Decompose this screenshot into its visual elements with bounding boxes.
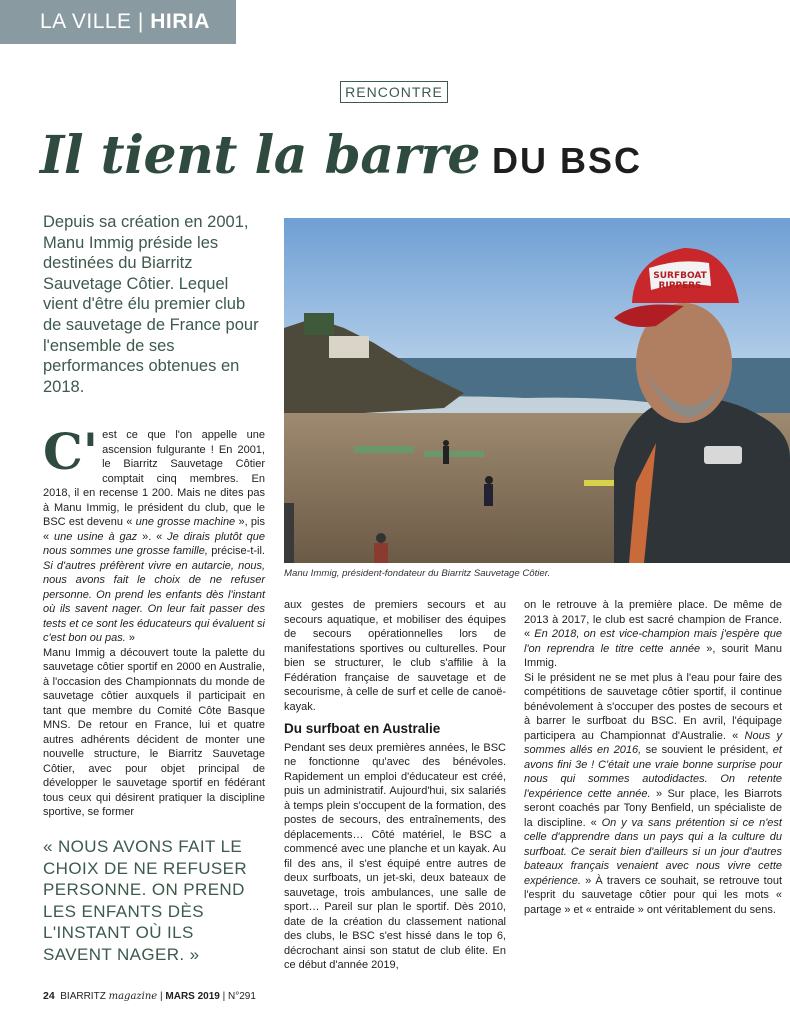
section-name: HIRIA [150,10,210,33]
photo-caption: Manu Immig, président-fondateur du Biarritz Sauvetage Côtier. [284,568,551,579]
col1-quote: une usine à gaz [54,530,138,543]
section-tab [0,0,236,44]
col2-paragraph-2: Pendant ses deux premières années, le BSC ne fonctionne qu'avec des bénévoles. Rapidement un emploi d'éducateur est créé, puis un administratif. Aujourd'hui, six salariés à temps plein s'occupent de la formation, des postes de secours, des entraînements, des déplacements… Côté matériel, le BSC a commencé avec une planche et un kayak. Au fil des ans, il s'est équipé entre autres de deux surfboats, un jet-ski, deux bateaux de sauvetage, trois ambulances, une salle de sport… Pareil sur plan le sportif. Dès 2010, date de la création du classement national des clubs, le BSC s'est hissé dans le top 6, décrochant ainsi son statut de club élite. En ce début d'année 2019, [284,741,506,971]
headline [40,125,780,195]
headline-italic: Il tient la barre [40,125,480,186]
footer-date: MARS 2019 [165,991,220,1002]
subheading: Du surfboat en Australie [284,721,441,736]
intro-text: Depuis sa création en 2001, Manu Immig préside les destinées du Biarritz Sauvetage Côtier. Lequel vient d'être élu premier club de sauvetage de France pour l'ensemble de ses performances obtenues en 2018. [43,213,259,396]
drop-cap: C' [43,422,99,481]
body-column-3 [524,598,782,917]
col1-text: ». « [137,530,168,543]
col3-text: » Sur place, les Biarrots seront coachés par Tony Benfield, un spécialiste de la discipline. « [524,787,782,829]
footer-brand: BIARRITZ [60,991,106,1002]
col1-quote: Je dirais plutôt que nous sommes une grosse famille, [43,530,265,557]
headline-caps: DU BSC [491,140,642,181]
footer-number: N°291 [228,991,256,1002]
main-photo [284,218,790,563]
body-column-2 [284,598,506,973]
page-footer [43,990,543,1002]
col3-text: Si le président ne se met plus à l'eau pour faire des compétitions de sauvetage côtier sportif, il continue bénévolement à s'occuper des postes de secours et à barrer le surfboat du BSC. En avril, l'équipage participera au Championnat d'Australie. « [524,671,782,742]
col1-text: », pis « [43,516,265,543]
photo-illustration [284,218,790,563]
rubric-label: RENCONTRE [340,81,448,103]
col3-quote: En 2018, on est vice-champion mais j'espère que l'on reprendra le titre cette année [524,628,782,655]
section-city: LA VILLE [40,10,132,33]
col1-paragraph-1 [43,422,265,646]
pull-quote: « NOUS AVONS FAIT LE CHOIX DE NE REFUSER PERSONNE. ON PREND LES ENFANTS DÈS L'INSTANT OÙ ILS SAVENT NAGER. » [43,837,248,964]
col1-quote: une grosse machine [135,516,236,528]
cap-text-1: SURFBOAT [653,271,707,281]
col3-text: se souvient le président, [641,744,773,756]
col1-paragraph-2: Manu Immig a découvert toute la palette du sauvetage côtier sportif en 2000 en Australie, à l'occasion des Championnats du monde de sauvetage côtier auxquels il participait en tant que membre du Comité Côte Basque MNS. De retour en France, lui et quatre autres adhérents décident de monter une nouvelle structure, le Biarritz Sauvetage Côtier, avec pour objet principal de développer le sauvetage sportif en fédérant tous ceux qui désirent pratiquer la discipline sportive, se former [43,646,265,818]
col1-quote: Si d'autres préfèrent vivre en autarcie, nous, nous avons fait le choix de ne refuser personne. On prend les enfants dès l'instant où ils savent nager. On leur fait passer des tests et ce sont les éducateurs qui évaluent si c'est bon ou pas. [43,559,265,644]
footer-sep: | [219,991,229,1002]
col3-paragraph-1 [524,598,782,671]
col3-paragraph-2 [524,671,782,918]
col1-text: précise-t-il. [207,545,265,557]
col3-quote: Nous y sommes allés en 2016, [524,729,782,756]
page-number: 24 [43,990,55,1002]
col1-text: est ce que l'on appelle une ascension fulgurante ! En 2001, le Biarritz Sauvetage Côtier comptait cinq membres. En 2018, il en recense 1 200. Mais ne dites pas à Manu Immig, le président du club, que le BSC est devenu « [43,429,265,528]
col3-quote: et avons fini 3e ! C'était une vraie bonne surprise pour nous qui sommes autodidactes. On retente l'expérience cette année. [524,744,782,800]
footer-magazine: magazine [108,991,158,1002]
col3-text: on le retrouve à la première place. De même de 2013 à 2017, le club est sacré champion de France. « [524,599,782,640]
cap-text-2: RIPPERS [658,281,702,291]
footer-sep: | [157,991,166,1002]
col2-paragraph-1: aux gestes de premiers secours et au secours aquatique, et mobiliser des équipes de secours opérationnelles lors de manifestations sportives ou culturelles. Pour bien se structurer, le club s'affilie à la Fédération française de sauvetage et de secourisme, à celle de surf et celle de canoë-kayak. [284,599,506,713]
col3-quote: On y va sans prétention si ce n'est celle d'apprendre dans un pays qui a la culture du surfboat. Ce serait bien d'ailleurs si un jour d'autres bateaux français venaient avec nous vivre cette expérience. [524,816,782,887]
body-column-1 [43,422,265,820]
col3-text: » À travers ce souhait, se retrouve tout l'esprit du sauvetage côtier pour qui les mots « partage » et « entraide » ont véritablement du sens. [524,874,782,916]
col1-text: » [125,632,136,644]
col3-text: », sourit Manu Immig. [524,642,782,669]
section-separator: | [131,10,151,33]
